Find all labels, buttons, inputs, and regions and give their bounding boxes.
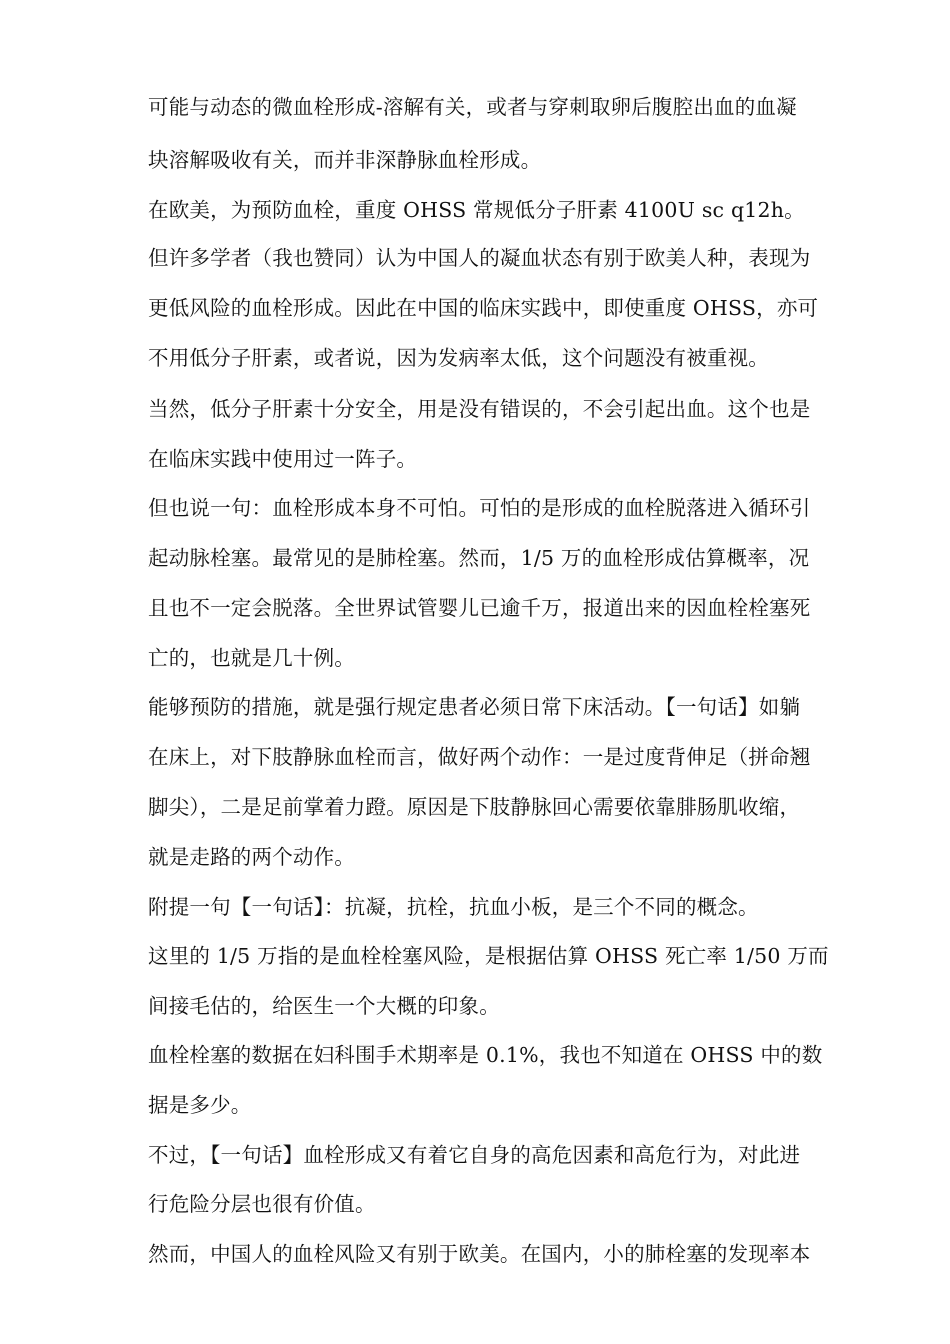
text-line: 可能与动态的微血栓形成-溶解有关，或者与穿刺取卵后腹腔出血的血凝 [148,95,797,119]
text-line: 血栓栓塞的数据在妇科围手术期率是 0.1%，我也不知道在 OHSS 中的数 [148,1043,823,1067]
text-line: 但许多学者（我也赞同）认为中国人的凝血状态有别于欧美人种，表现为 [148,246,811,270]
text-line: 块溶解吸收有关，而并非深静脉血栓形成。 [148,148,542,172]
text-line: 附提一句【一句话】：抗凝，抗栓，抗血小板，是三个不同的概念。 [148,895,759,919]
text-line: 在临床实践中使用过一阵子。 [148,447,418,471]
text-line: 更低风险的血栓形成。因此在中国的临床实践中，即使重度 OHSS，亦可 [148,296,819,320]
text-line: 据是多少。 [148,1093,252,1117]
text-line: 在床上，对下肢静脉血栓而言，做好两个动作：一是过度背伸足（拼命翘 [148,745,811,769]
text-line: 不用低分子肝素，或者说，因为发病率太低，这个问题没有被重视。 [148,346,769,370]
text-line: 起动脉栓塞。最常见的是肺栓塞。然而，1/5 万的血栓形成估算概率，况 [148,546,810,570]
text-line: 不过，【一句话】血栓形成又有着它自身的高危因素和高危行为，对此进 [148,1143,801,1167]
text-line: 但也说一句：血栓形成本身不可怕。可怕的是形成的血栓脱落进入循环引 [148,496,811,520]
text-line: 且也不一定会脱落。全世界试管婴儿已逾千万，报道出来的因血栓栓塞死 [148,596,811,620]
text-line: 行危险分层也很有价值。 [148,1192,376,1216]
text-line: 能够预防的措施，就是强行规定患者必须日常下床活动。【一句话】如躺 [148,695,801,719]
text-line: 间接毛估的，给医生一个大概的印象。 [148,994,500,1018]
text-line: 脚尖），二是足前掌着力蹬。原因是下肢静脉回心需要依靠腓肠肌收缩， [148,795,801,819]
text-line: 就是走路的两个动作。 [148,845,355,869]
text-line: 然而，中国人的血栓风险又有别于欧美。在国内，小的肺栓塞的发现率本 [148,1242,811,1266]
text-line: 亡的，也就是几十例。 [148,646,355,670]
text-line: 这里的 1/5 万指的是血栓栓塞风险，是根据估算 OHSS 死亡率 1/50 万而 [148,944,829,968]
text-line: 在欧美，为预防血栓，重度 OHSS 常规低分子肝素 4100U sc q12h。 [148,198,805,222]
text-line: 当然，低分子肝素十分安全，用是没有错误的，不会引起出血。这个也是 [148,397,811,421]
